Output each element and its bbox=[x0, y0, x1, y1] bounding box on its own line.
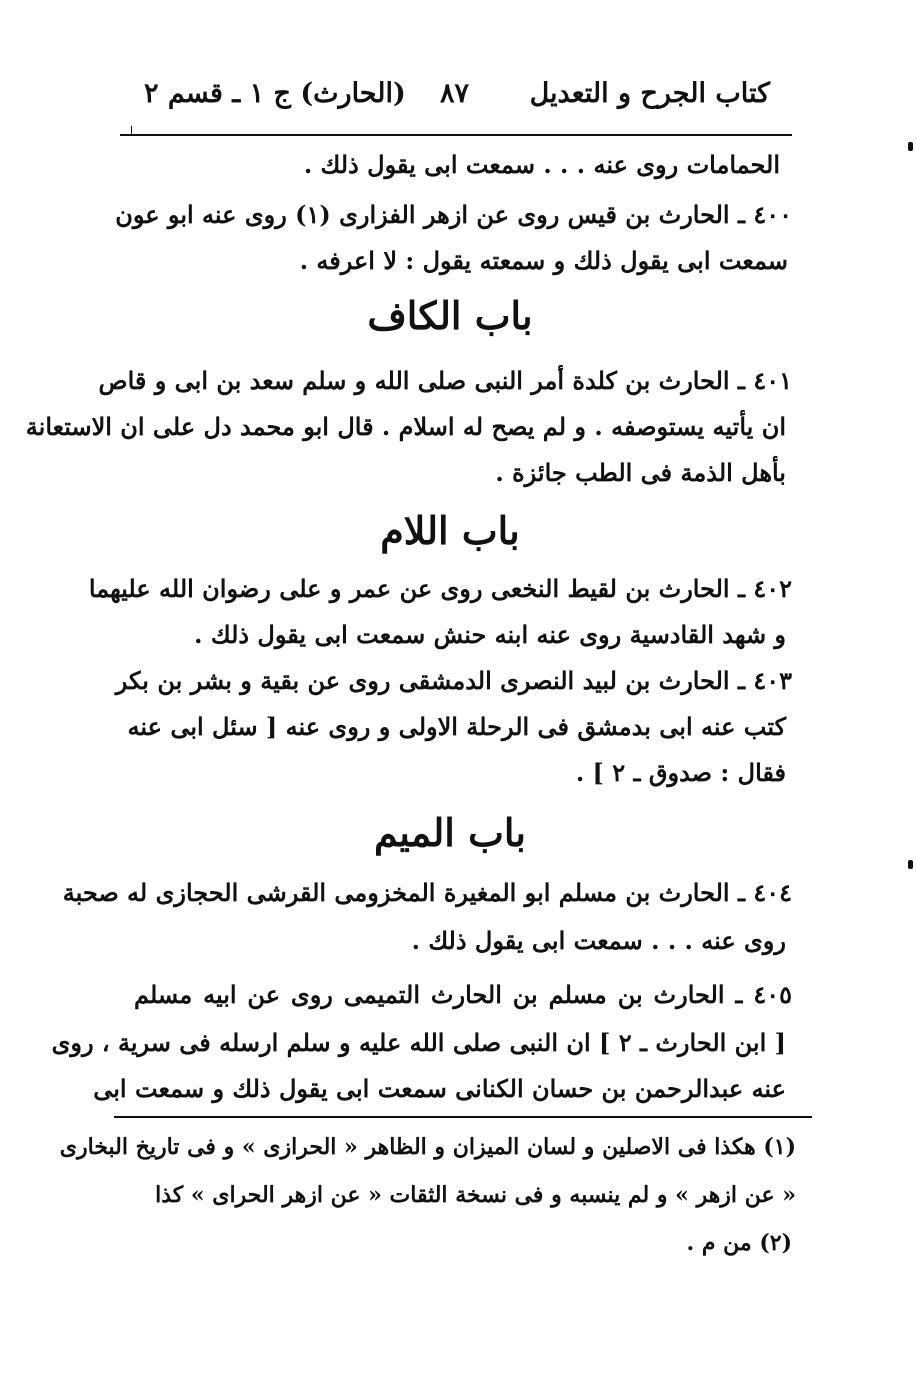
entry-405-line-3: عنه عبدالرحمن بن حسان الكنانى سمعت ابى يقول ذلك و سمعت ابى bbox=[93, 1074, 786, 1103]
page-number: ٨٧ bbox=[440, 78, 470, 109]
running-header bbox=[130, 78, 770, 118]
scan-margin-mark bbox=[908, 860, 913, 869]
entry-401-line-1: ٤٠١ ـ الحارث بن كلدة أمر النبى صلى الله و سلم سعد بن ابى و قاص bbox=[98, 366, 792, 395]
entry-404-line-2: روى عنه . . . سمعت ابى يقول ذلك . bbox=[411, 926, 786, 955]
footnote-rule bbox=[114, 1116, 812, 1118]
book-title: كتاب الجرح و التعديل bbox=[529, 78, 770, 109]
scan-margin-mark bbox=[908, 142, 913, 151]
entry-405-line-1: ٤٠٥ ـ الحارث بن مسلم بن الحارث التميمى روى عن ابيه مسلم bbox=[134, 980, 793, 1009]
heading-bab-kaf: باب الكاف bbox=[367, 293, 533, 338]
heading-bab-mim: باب الميم bbox=[373, 810, 527, 855]
entry-405-line-2: [ ابن الحارث ـ ٢ ] ان النبى صلى الله عليه و سلم ارسله فى سرية ، روى bbox=[51, 1028, 786, 1057]
entry-401-line-3: بأهل الذمة فى الطب جائزة . bbox=[495, 458, 786, 487]
entry-402-line-1: ٤٠٢ ـ الحارث بن لقيط النخعى روى عن عمر و على رضوان الله عليهما bbox=[88, 574, 792, 603]
text-line: الحمامات روى عنه . . . سمعت ابى يقول ذلك . bbox=[303, 150, 780, 179]
entry-404-line-1: ٤٠٤ ـ الحارث بن مسلم ابو المغيرة المخزومى القرشى الحجازى له صحبة bbox=[62, 878, 792, 907]
entry-400-line-1: ٤٠٠ ـ الحارث بن قيس روى عن ازهر الفزارى (١) روى عنه ابو عون bbox=[115, 200, 792, 229]
entry-401-line-2: ان يأتيه يستوصفه . و لم يصح له اسلام . قال ابو محمد دل على ان الاستعانة bbox=[25, 412, 786, 441]
section-label: (الحارث) ج ١ ـ قسم ٢ bbox=[144, 78, 406, 109]
header-rule bbox=[120, 134, 792, 136]
footnote-2: (٢) من م . bbox=[686, 1230, 792, 1256]
entry-403-line-1: ٤٠٣ ـ الحارث بن لبيد النصرى الدمشقى روى عن بقية و بشر بن بكر bbox=[115, 666, 792, 695]
entry-403-line-3: فقال : صدوق ـ ٢ ] . bbox=[575, 758, 786, 787]
footnote-1-line-1: (١) هكذا فى الاصلين و لسان الميزان و الظاهر « الحرازى » و فى تاريخ البخارى bbox=[59, 1134, 796, 1160]
entry-402-line-2: و شهد القادسية روى عنه ابنه حنش سمعت ابى يقول ذلك . bbox=[194, 620, 786, 649]
heading-bab-lam: باب اللام bbox=[380, 508, 520, 553]
entry-400-line-2: سمعت ابى يقول ذلك و سمعته يقول : لا اعرفه . bbox=[299, 246, 788, 275]
footnote-1-line-2: « عن ازهر » و لم ينسبه و فى نسخة الثقات « عن ازهر الحراى » كذا bbox=[155, 1182, 796, 1208]
entry-403-line-2: كتب عنه ابى بدمشق فى الرحلة الاولى و روى عنه [ سئل ابى عنه bbox=[127, 712, 786, 741]
